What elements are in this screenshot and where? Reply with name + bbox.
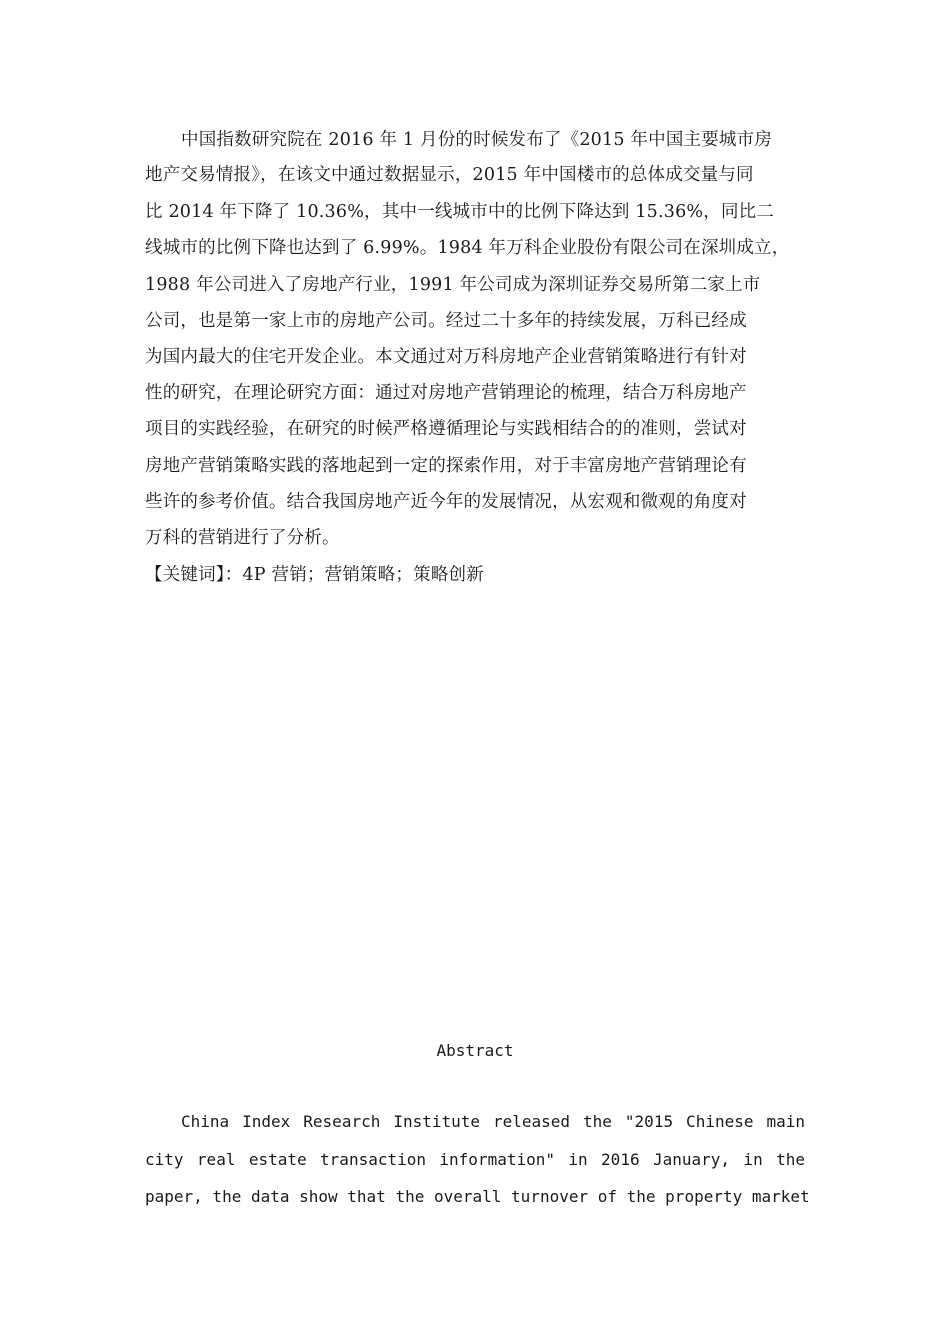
paragraph-line: 地产交易情报》，在该文中通过数据显示，2015 年中国楼市的总体成交量与同	[145, 165, 754, 185]
paragraph-line: 为国内最大的住宅开发企业。本文通过对万科房地产企业营销策略进行有针对	[145, 347, 747, 367]
paragraph-line: China Index Research Institute released the "2015 Chinese main	[181, 1112, 805, 1131]
paragraph-line: 些许的参考价值。结合我国房地产近今年的发展情况，从宏观和微观的角度对	[145, 492, 747, 512]
paragraph-line: 比 2014 年下降了 10.36%，其中一线城市中的比例下降达到 15.36%，同比二	[145, 202, 775, 222]
paragraph-line: 性的研究，在理论研究方面：通过对房地产营销理论的梳理，结合万科房地产	[145, 383, 747, 403]
paragraph-line: 项目的实践经验，在研究的时候严格遵循理论与实践相结合的的准则，尝试对	[145, 419, 747, 439]
keywords-line: 【关键词】：4P 营销；营销策略；策略创新	[145, 565, 484, 585]
abstract-heading: Abstract	[436, 1041, 514, 1060]
paragraph-line: 房地产营销策略实践的落地起到一定的探索作用，对于丰富房地产营销理论有	[145, 456, 747, 476]
paragraph-line: 万科的营销进行了分析。	[145, 528, 340, 548]
paragraph-line: 公司，也是第一家上市的房地产公司。经过二十多年的持续发展，万科已经成	[145, 311, 747, 331]
paragraph-line: city real estate transaction information" in 2016 January, in the	[145, 1150, 805, 1169]
paragraph-line: paper, the data show that the overall turnover of the property market	[145, 1187, 810, 1206]
paragraph-line: 线城市的比例下降也达到了 6.99%。1984 年万科企业股份有限公司在深圳成立，	[145, 238, 790, 258]
paragraph-line: 1988 年公司进入了房地产行业，1991 年公司成为深圳证券交易所第二家上市	[145, 275, 761, 295]
paragraph-line: 中国指数研究院在 2016 年 1 月份的时候发布了《2015 年中国主要城市房	[181, 130, 773, 150]
